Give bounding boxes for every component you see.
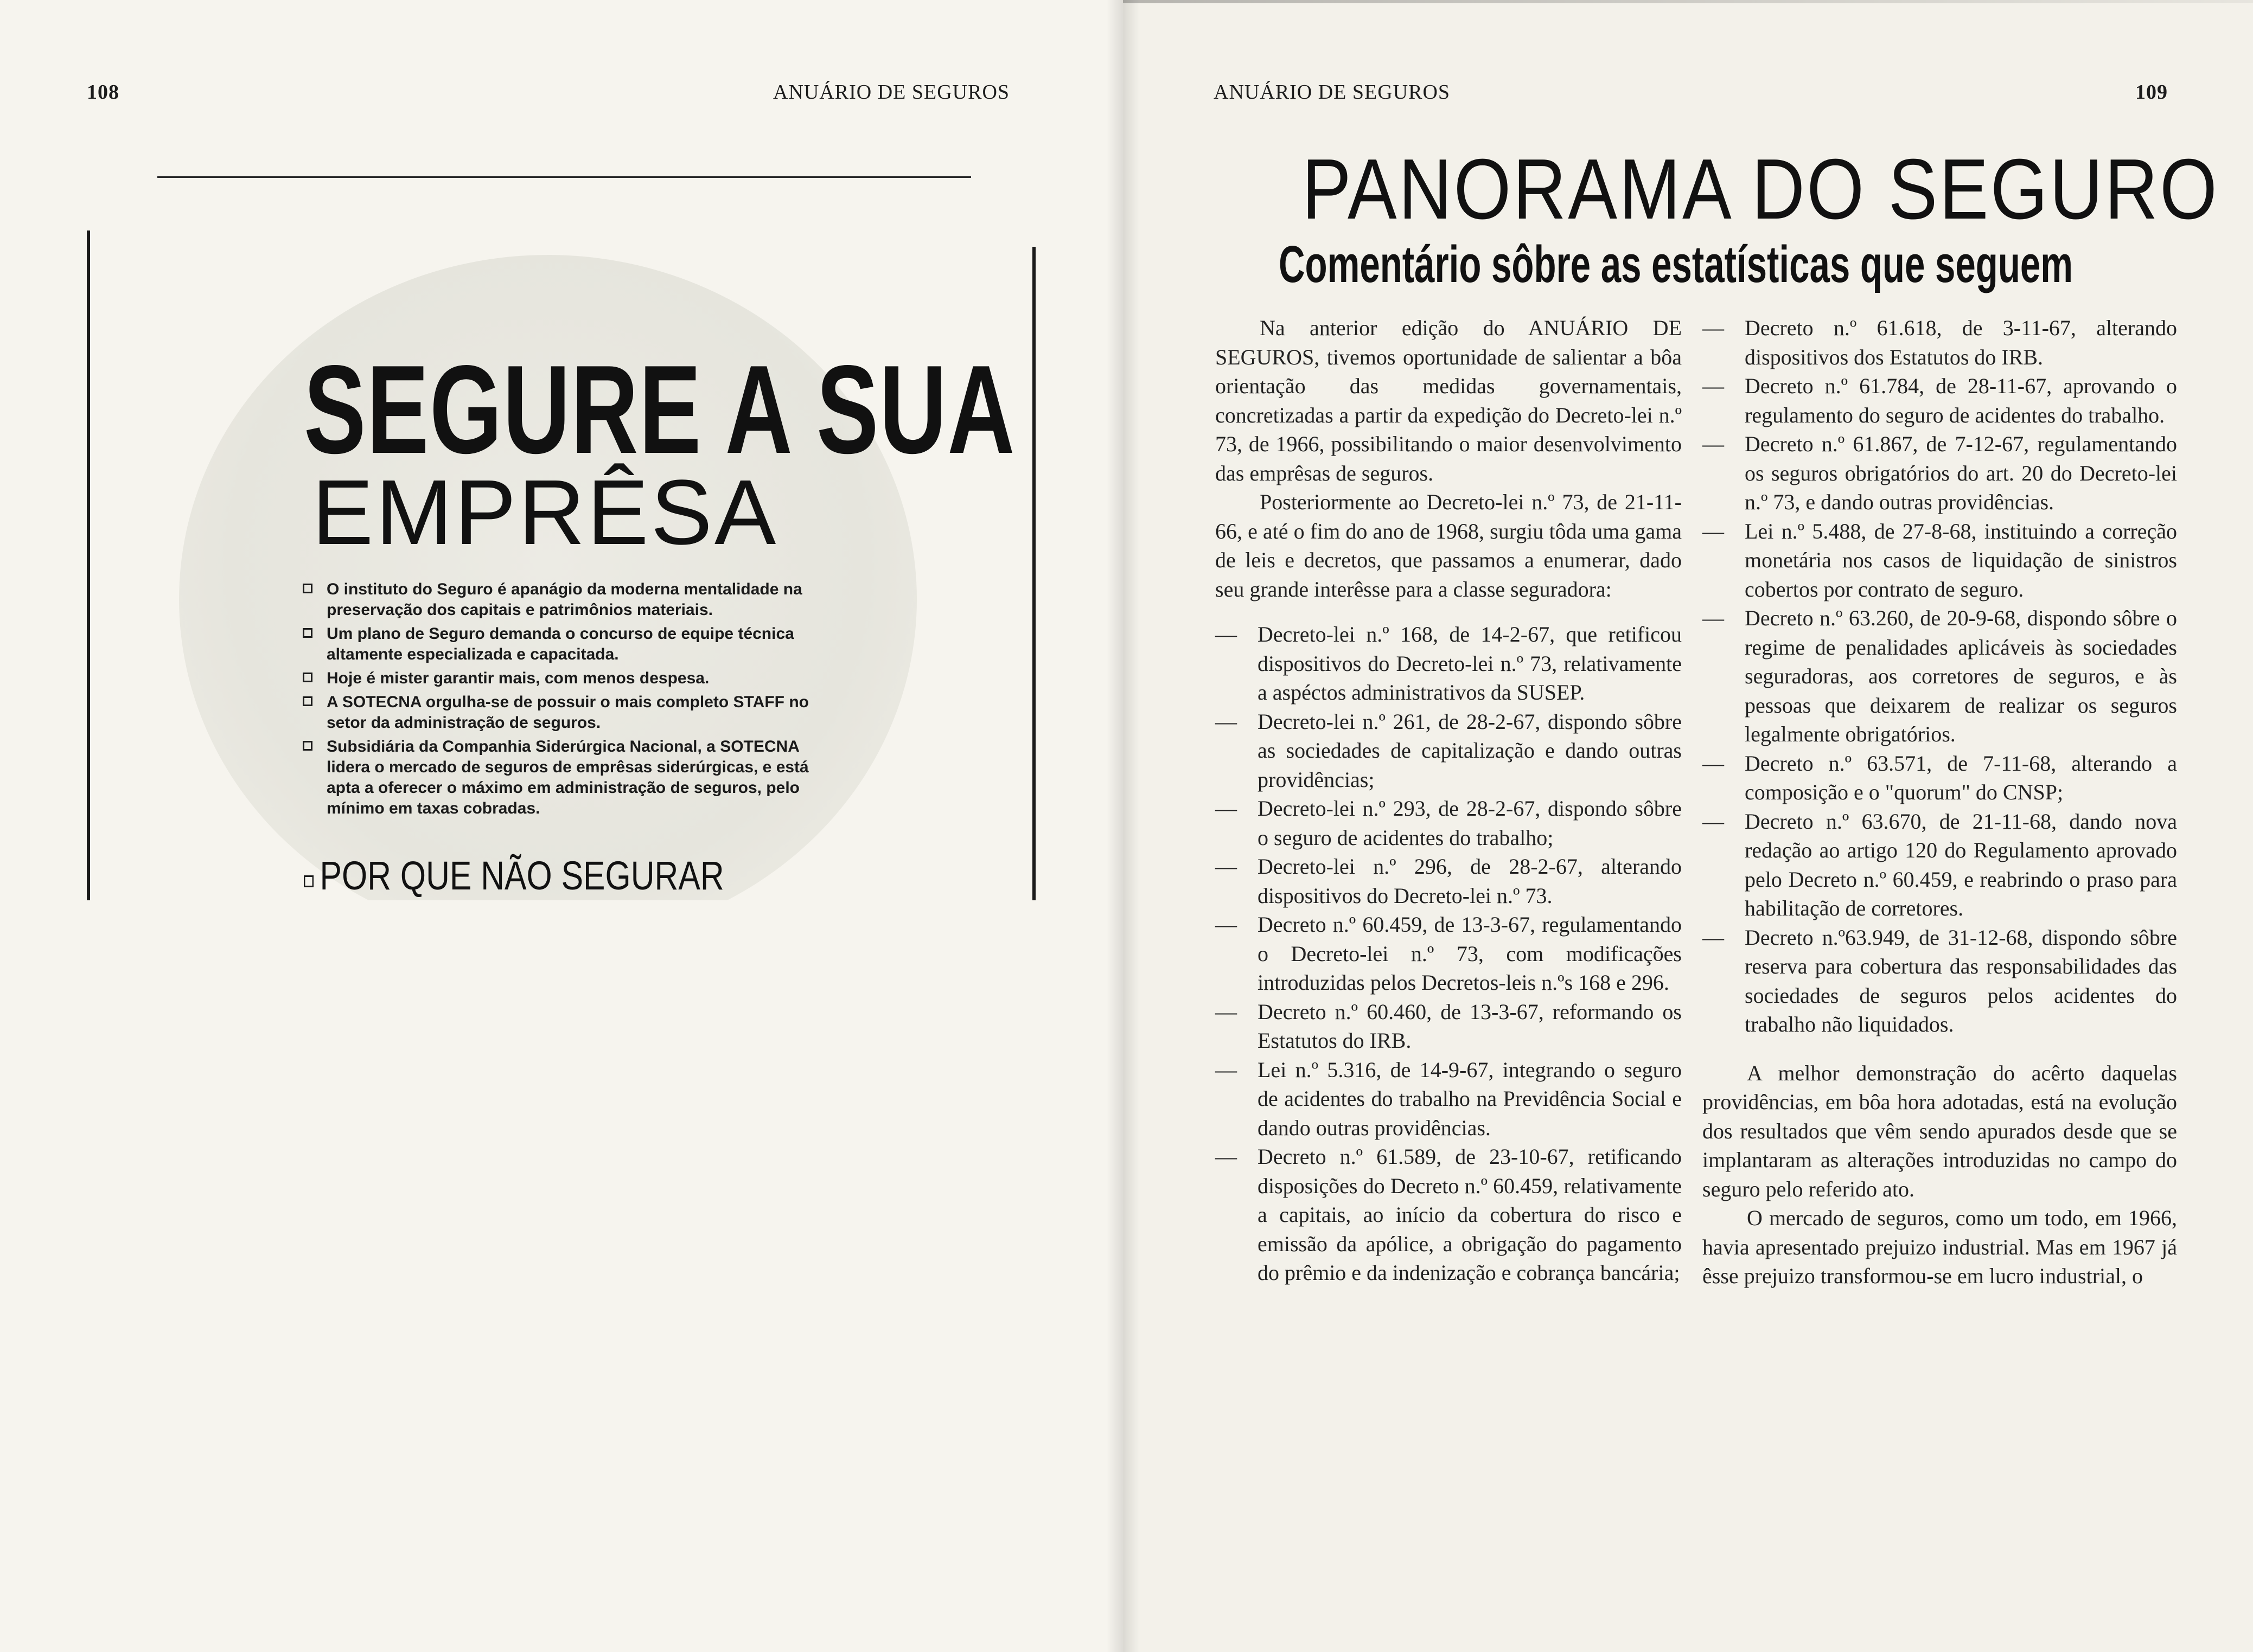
checkbox-icon [303,628,312,638]
checkbox-icon [303,673,312,682]
checkbox-icon [303,741,312,751]
list-item: — Decreto n.º 61.589, de 23-10-67, retificando disposições do Decreto n.º 60.459, relativamente a capitais, ao início da cobertura do risco e emissão da apólice, a obrigação do pagamento do prêmio e da indenização e cobrança bancária; [1215,1142,1682,1288]
list-item: — Decreto-lei n.º 168, de 14-2-67, que retificou dispositivos do Decreto-lei n.º 73, relativamente a aspéctos administrativos da SUSEP. [1215,620,1682,707]
left-page [0,0,1123,1652]
list-item: — Decreto n.º63.949, de 31-12-68, dispondo sôbre reserva para cobertura das responsabilidades das sociedades de seguros pelos acidentes do trabalho não liquidados. [1702,923,2177,1039]
advertisement-frame-left [87,230,90,900]
running-head: ANUÁRIO DE SEGUROS [1214,81,1451,104]
advertisement-bullet: A SOTECNA orgulha-se de possuir o mais completo STAFF no setor da administração de seguros. [303,692,840,733]
list-item: — Decreto n.º 60.460, de 13-3-67, reformando os Estatutos do IRB. [1215,997,1682,1055]
decree-list [1215,620,1682,1288]
divider-rule [157,176,971,178]
list-item: — Lei n.º 5.488, de 27-8-68, instituindo a correção monetária nos casos de liquidação de sinistros cobertos por contrato de seguro. [1702,517,2177,604]
list-item: — Decreto n.º 61.618, de 3-11-67, alterando dispositivos dos Estatutos do IRB. [1702,313,2177,372]
checkbox-icon [303,584,312,593]
checkbox-icon [303,696,312,706]
page-number: 108 [87,81,119,104]
advertisement-bullet-list [303,579,840,822]
article-column-2 [1702,313,2177,1291]
advertisement-bullet: Um plano de Seguro demanda o concurso de equipe técnica altamente especializada e capacitada. [303,624,840,665]
list-item: — Decreto n.º 63.571, de 7-11-68, alterando a composição e o "quorum" do CNSP; [1702,749,2177,807]
list-item: — Decreto n.º 63.670, de 21-11-68, dando nova redação ao artigo 120 do Regulamento aprovado pelo Decreto n.º 60.459, e reabrindo o praso para habilitação de corretores. [1702,807,2177,923]
list-item: — Decreto n.º 63.260, de 20-9-68, dispondo sôbre o regime de penalidades aplicáveis às sociedades seguradoras, aos corretores de seguros, e às pessoas que deixarem de realizar os seguros legalmente obrigatórios. [1702,604,2177,749]
list-item: — Decreto n.º 61.867, de 7-12-67, regulamentando os seguros obrigatórios do art. 20 do Decreto-lei n.º 73, e dando outras providências. [1702,430,2177,517]
list-item: — Decreto-lei n.º 261, de 28-2-67, dispondo sôbre as sociedades de capitalização e dando outras providências; [1215,707,1682,795]
advertisement-headline-second-line: EMPRÊSA [312,461,778,564]
list-item: — Lei n.º 5.316, de 14-9-67, integrando o seguro de acidentes do trabalho na Previdência Social e dando outras providências. [1215,1055,1682,1143]
paragraph: O mercado de seguros, como um todo, em 1966, havia apresentado prejuizo industrial. Mas em 1967 já êsse prejuizo transformou-se em lucro industrial, o [1702,1206,2177,1288]
list-item: — Decreto-lei n.º 296, de 28-2-67, alterando dispositivos do Decreto-lei n.º 73. [1215,852,1682,910]
list-item: — Decreto n.º 60.459, de 13-3-67, regulamentando o Decreto-lei n.º 73, com modificações introduzidas pelos Decretos-leis n.ºs 168 e 296. [1215,910,1682,997]
list-item: — Decreto n.º 61.784, de 28-11-67, aprovando o regulamento do seguro de acidentes do trabalho. [1702,372,2177,430]
advertisement-bullet: O instituto do Seguro é apanágio da moderna mentalidade na preservação dos capitais e patrimônios materiais. [303,579,840,620]
paragraph: Posteriormente ao Decreto-lei n.º 73, de 21-11-66, e até o fim do ano de 1968, surgiu tôda uma gama de leis e decretos, que passamos a enumerar, dado seu grande interêsse para a classe seguradora: [1215,490,1682,601]
decree-list [1702,313,2177,1039]
paragraph: Na anterior edição do ANUÁRIO DE SEGUROS, tivemos oportunidade de salientar a bôa orientação das medidas governamentais, concretizadas a partir da expedição do Decreto-lei n.º 73, de 1966, possibilitando o maior desenvolvimento das emprêsas de seguros. [1215,316,1682,485]
advertisement-frame-right [1032,247,1036,900]
list-item: — Decreto-lei n.º 293, de 28-2-67, dispondo sôbre o seguro de acidentes do trabalho; [1215,794,1682,852]
paragraph: A melhor demonstração do acêrto daquelas providências, em bôa hora adotadas, está na evolução dos resultados que vêm sendo apurados desde que se implantaram as alterações introduzidas no campo do seguro pelo referido ato. [1702,1060,2177,1201]
advertisement-headline: SEGURE A SUA [304,340,1016,480]
article-title: PANORAMA DO SEGURO [1302,142,2219,237]
running-head: ANUÁRIO DE SEGUROS [773,81,1010,104]
advertisement-bullet: Subsidiária da Companhia Siderúrgica Nacional, a SOTECNA lidera o mercado de seguros de emprêsas siderúrgicas, e está apta a oferecer o máximo em administração de seguros, pelo mínimo em taxas cobradas. [303,737,840,819]
checkbox-icon [304,875,314,887]
page-number: 109 [2135,81,2168,104]
advertisement-bullet: Hoje é mister garantir mais, com menos despesa. [303,668,840,689]
article-subtitle: Comentário sôbre as estatísticas que seguem [1279,235,2073,293]
advertisement-call-to-action: POR QUE NÃO SEGURAR [304,853,724,899]
article-column-1 [1215,313,1682,1288]
page-blank-area [87,900,1036,1063]
